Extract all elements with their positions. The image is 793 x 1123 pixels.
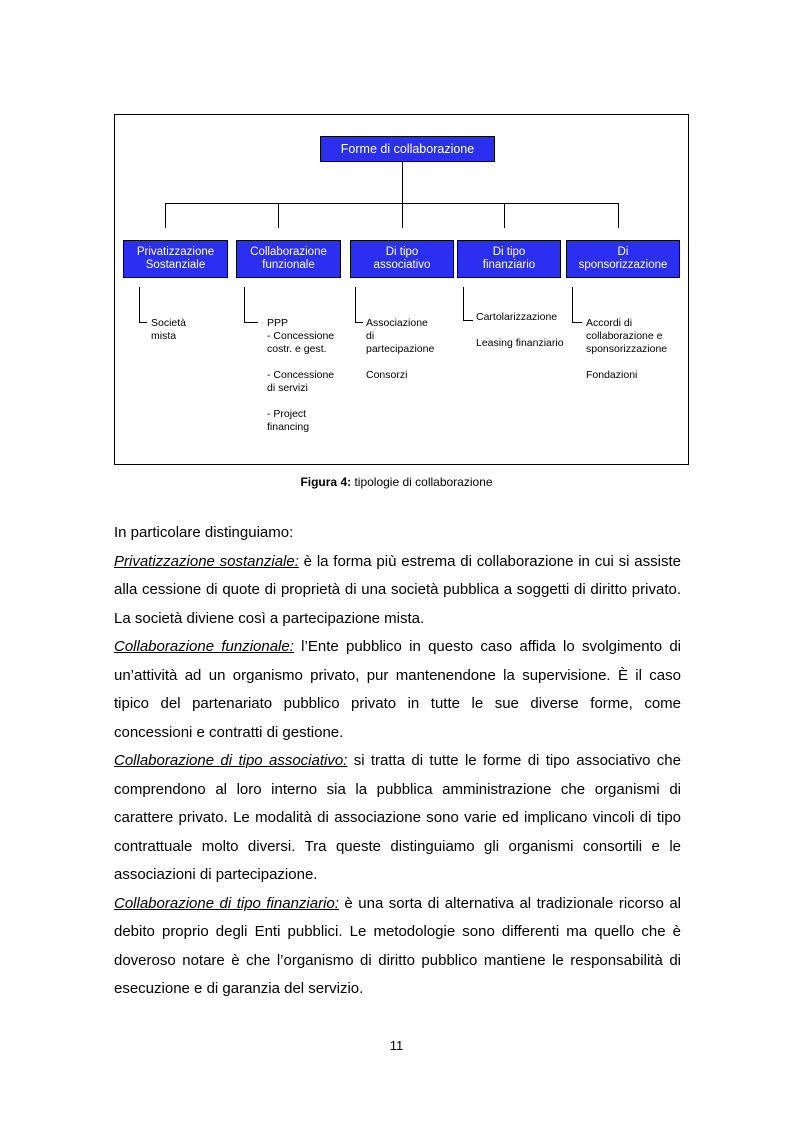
bracket-1-vertical (139, 287, 140, 323)
bracket-3-vertical (355, 287, 356, 323)
horizontal-connector (165, 203, 619, 204)
text-finanziario: è una sorta di alternativa al tradizionale ricorso al debito proprio degli Enti pubblici. Le metodologie sono differenti ma quello che è doveroso notare è che l’organismo di diritto pubblico mantiene le responsabilità di esecuzione e di garanzia del servizio. (114, 894, 681, 997)
leaf-leasing: Leasing finanziario (476, 337, 564, 349)
paragraph-privatizzazione (114, 548, 681, 634)
branch-drop-1 (165, 203, 166, 228)
leaf-ppp: PPP - Concessione costr. e gest. (267, 317, 335, 355)
leaf-cartolarizzazione: Cartolarizzazione (476, 311, 558, 323)
bracket-4-vertical (463, 287, 464, 321)
branch-box-sponsorizzazione: Di sponsorizzazione (566, 240, 680, 278)
bracket-3-horizontal (355, 322, 363, 323)
body-text (114, 519, 681, 1004)
bracket-2-horizontal (244, 322, 258, 323)
branch-drop-4 (504, 203, 505, 228)
page-number: 11 (389, 1038, 404, 1053)
caption-text: tipologie di collaborazione (351, 475, 493, 489)
bracket-4-horizontal (463, 320, 473, 321)
term-associativo: Collaborazione di tipo associativo: (114, 752, 348, 769)
leaf-accordi: Accordi di collaborazione e sponsorizzazione (586, 317, 668, 355)
root-box: Forme di collaborazione (320, 136, 495, 162)
leaf-associazione: Associazione di partecipazione (366, 317, 435, 355)
branch-box-finanziario: Di tipo finanziario (457, 240, 561, 278)
term-funzionale: Collaborazione funzionale: (114, 638, 294, 655)
paragraph-funzionale (114, 633, 681, 747)
text-privatizzazione: è la forma più estrema di collaborazione in cui si assiste alla cessione di quote di proprietà di una società pubblica a soggetti di diritto privato. La società diviene così a partecipazione mista. (114, 552, 681, 627)
intro-line: In particolare distinguiamo: (114, 524, 294, 541)
branch-box-funzionale: Collaborazione funzionale (236, 240, 341, 278)
leaf-project-financing: - Project financing (267, 408, 310, 433)
leaf-concessione-servizi: - Concessione di servizi (267, 369, 335, 394)
figure-caption (0, 475, 793, 489)
branch-drop-3 (402, 203, 403, 228)
term-finanziario: Collaborazione di tipo finanziario: (114, 894, 339, 912)
term-privatizzazione: Privatizzazione sostanziale: (114, 552, 299, 570)
branch-drop-2 (278, 203, 279, 228)
branch-drop-5 (618, 203, 619, 228)
paragraph-finanziario (114, 890, 681, 1004)
leaf-societa-mista: Società mista (151, 317, 187, 342)
branch-box-privatizzazione: Privatizzazione Sostanziale (123, 240, 228, 278)
bracket-5-vertical (572, 287, 573, 323)
bracket-5-horizontal (572, 322, 582, 323)
bracket-2-vertical (244, 287, 245, 323)
leaf-consorzi: Consorzi (366, 369, 408, 381)
text-associativo: si tratta di tutte le forme di tipo associativo che comprendono al loro interno sia la pubblica amministrazione che organismi di carattere privato. Le modalità di associazione sono varie ed implicano vincoli di tipo contrattuale molto diversi. Tra queste distinguiamo gli organismi consortili e le associazioni di partecipazione. (114, 752, 681, 883)
root-stem (402, 162, 403, 204)
paragraph-associativo (114, 747, 681, 890)
bracket-1-horizontal (139, 322, 147, 323)
leaf-fondazioni: Fondazioni (586, 369, 638, 381)
text-funzionale: l’Ente pubblico in questo caso affida lo svolgimento di un’attività ad un organismo privato, pur mantenendone la supervisione. È il caso tipico del partenariato pubblico privato in tutte le sue diverse forme, come concessioni e contratti di gestione. (114, 638, 681, 741)
branch-box-associativo: Di tipo associativo (350, 240, 454, 278)
caption-label: Figura 4: (300, 475, 352, 489)
